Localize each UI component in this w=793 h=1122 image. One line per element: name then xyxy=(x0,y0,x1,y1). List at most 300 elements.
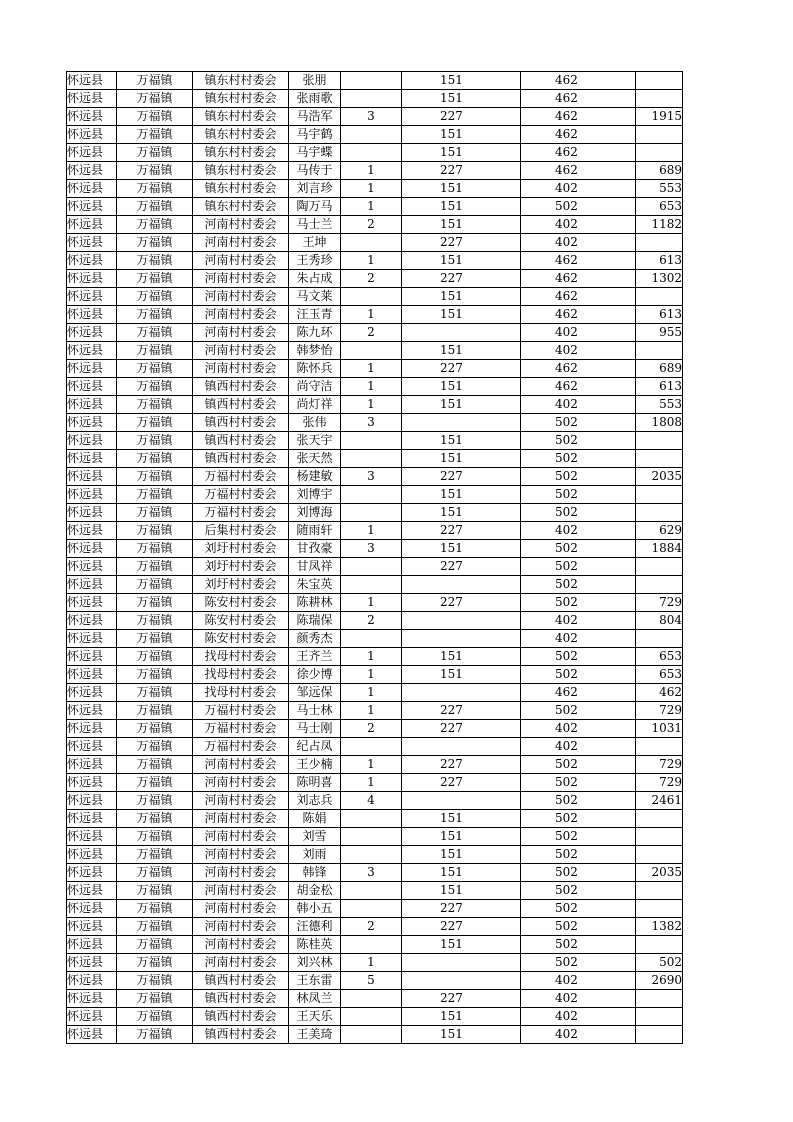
household-count-cell xyxy=(341,846,402,864)
household-count-cell xyxy=(341,486,402,504)
town-cell: 万福镇 xyxy=(117,846,193,864)
person-name-cell: 陈怀兵 xyxy=(289,360,341,378)
amount-b-cell: 402 xyxy=(521,990,636,1008)
person-name-cell: 随雨轩 xyxy=(289,522,341,540)
household-count-cell: 3 xyxy=(341,108,402,126)
county-cell: 怀远县 xyxy=(67,108,117,126)
amount-b-cell: 462 xyxy=(521,378,636,396)
amount-b-cell: 502 xyxy=(521,468,636,486)
table-row xyxy=(67,108,683,126)
household-count-cell: 4 xyxy=(341,792,402,810)
village-committee-cell: 陈安村村委会 xyxy=(193,612,289,630)
person-name-cell: 张伟 xyxy=(289,414,341,432)
person-name-cell: 汪德利 xyxy=(289,918,341,936)
amount-a-cell: 151 xyxy=(402,306,521,324)
total-amount-cell xyxy=(636,936,683,954)
table-row xyxy=(67,1008,683,1026)
village-committee-cell: 河南村村委会 xyxy=(193,792,289,810)
table-row xyxy=(67,936,683,954)
amount-a-cell xyxy=(402,684,521,702)
village-committee-cell: 镇东村村委会 xyxy=(193,108,289,126)
town-cell: 万福镇 xyxy=(117,414,193,432)
amount-b-cell: 462 xyxy=(521,360,636,378)
person-name-cell: 甘孜豪 xyxy=(289,540,341,558)
person-name-cell: 马宇蝶 xyxy=(289,144,341,162)
amount-a-cell xyxy=(402,972,521,990)
total-amount-cell: 729 xyxy=(636,774,683,792)
table-row xyxy=(67,306,683,324)
county-cell: 怀远县 xyxy=(67,90,117,108)
village-committee-cell: 河南村村委会 xyxy=(193,918,289,936)
household-count-cell xyxy=(341,990,402,1008)
county-cell: 怀远县 xyxy=(67,432,117,450)
town-cell: 万福镇 xyxy=(117,378,193,396)
county-cell: 怀远县 xyxy=(67,486,117,504)
amount-a-cell: 151 xyxy=(402,936,521,954)
town-cell: 万福镇 xyxy=(117,756,193,774)
county-cell: 怀远县 xyxy=(67,360,117,378)
town-cell: 万福镇 xyxy=(117,954,193,972)
household-count-cell xyxy=(341,450,402,468)
village-committee-cell: 镇西村村委会 xyxy=(193,1008,289,1026)
household-count-cell xyxy=(341,234,402,252)
person-name-cell: 朱宝英 xyxy=(289,576,341,594)
town-cell: 万福镇 xyxy=(117,900,193,918)
amount-a-cell: 151 xyxy=(402,396,521,414)
person-name-cell: 纪占凤 xyxy=(289,738,341,756)
amount-b-cell: 462 xyxy=(521,108,636,126)
table-row xyxy=(67,594,683,612)
amount-a-cell: 151 xyxy=(402,180,521,198)
amount-a-cell: 151 xyxy=(402,810,521,828)
county-cell: 怀远县 xyxy=(67,792,117,810)
household-count-cell xyxy=(341,576,402,594)
table-row xyxy=(67,882,683,900)
person-name-cell: 陶万马 xyxy=(289,198,341,216)
amount-a-cell: 151 xyxy=(402,1008,521,1026)
amount-b-cell: 462 xyxy=(521,684,636,702)
village-committee-cell: 刘圩村村委会 xyxy=(193,540,289,558)
table-row xyxy=(67,396,683,414)
town-cell: 万福镇 xyxy=(117,882,193,900)
town-cell: 万福镇 xyxy=(117,216,193,234)
county-cell: 怀远县 xyxy=(67,198,117,216)
village-committee-cell: 万福村村委会 xyxy=(193,720,289,738)
village-committee-cell: 刘圩村村委会 xyxy=(193,558,289,576)
county-cell: 怀远县 xyxy=(67,882,117,900)
amount-b-cell: 402 xyxy=(521,630,636,648)
person-name-cell: 刘雨 xyxy=(289,846,341,864)
village-committee-cell: 河南村村委会 xyxy=(193,360,289,378)
table-row xyxy=(67,198,683,216)
amount-a-cell: 227 xyxy=(402,468,521,486)
amount-a-cell: 151 xyxy=(402,864,521,882)
total-amount-cell: 955 xyxy=(636,324,683,342)
county-cell: 怀远县 xyxy=(67,414,117,432)
household-count-cell: 1 xyxy=(341,198,402,216)
amount-a-cell: 151 xyxy=(402,72,521,90)
household-count-cell: 1 xyxy=(341,360,402,378)
amount-a-cell: 151 xyxy=(402,198,521,216)
person-name-cell: 颜秀杰 xyxy=(289,630,341,648)
town-cell: 万福镇 xyxy=(117,468,193,486)
county-cell: 怀远县 xyxy=(67,648,117,666)
person-name-cell: 陈桂英 xyxy=(289,936,341,954)
table-row xyxy=(67,900,683,918)
village-committee-cell: 万福村村委会 xyxy=(193,486,289,504)
village-committee-cell: 河南村村委会 xyxy=(193,774,289,792)
person-name-cell: 马传于 xyxy=(289,162,341,180)
county-cell: 怀远县 xyxy=(67,594,117,612)
amount-b-cell: 502 xyxy=(521,558,636,576)
county-cell: 怀远县 xyxy=(67,162,117,180)
town-cell: 万福镇 xyxy=(117,522,193,540)
person-name-cell: 刘兴林 xyxy=(289,954,341,972)
person-name-cell: 马士林 xyxy=(289,702,341,720)
person-name-cell: 马士兰 xyxy=(289,216,341,234)
town-cell: 万福镇 xyxy=(117,702,193,720)
town-cell: 万福镇 xyxy=(117,324,193,342)
village-committee-cell: 镇西村村委会 xyxy=(193,396,289,414)
amount-a-cell: 151 xyxy=(402,450,521,468)
household-count-cell: 1 xyxy=(341,684,402,702)
village-committee-cell: 陈安村村委会 xyxy=(193,630,289,648)
amount-b-cell: 502 xyxy=(521,486,636,504)
village-committee-cell: 镇东村村委会 xyxy=(193,126,289,144)
total-amount-cell: 729 xyxy=(636,756,683,774)
table-row xyxy=(67,540,683,558)
total-amount-cell xyxy=(636,288,683,306)
town-cell: 万福镇 xyxy=(117,504,193,522)
amount-b-cell: 462 xyxy=(521,252,636,270)
total-amount-cell xyxy=(636,90,683,108)
person-name-cell: 陈明喜 xyxy=(289,774,341,792)
total-amount-cell: 2035 xyxy=(636,468,683,486)
person-name-cell: 韩梦怡 xyxy=(289,342,341,360)
amount-b-cell: 502 xyxy=(521,414,636,432)
total-amount-cell xyxy=(636,558,683,576)
total-amount-cell xyxy=(636,990,683,1008)
county-cell: 怀远县 xyxy=(67,468,117,486)
table-row xyxy=(67,216,683,234)
amount-b-cell: 502 xyxy=(521,450,636,468)
village-committee-cell: 镇西村村委会 xyxy=(193,450,289,468)
amount-b-cell: 502 xyxy=(521,756,636,774)
total-amount-cell xyxy=(636,900,683,918)
amount-a-cell: 151 xyxy=(402,378,521,396)
person-name-cell: 马士刚 xyxy=(289,720,341,738)
table-row xyxy=(67,702,683,720)
household-count-cell xyxy=(341,900,402,918)
amount-a-cell: 151 xyxy=(402,648,521,666)
household-count-cell: 2 xyxy=(341,720,402,738)
person-name-cell: 王天乐 xyxy=(289,1008,341,1026)
amount-b-cell: 502 xyxy=(521,198,636,216)
amount-b-cell: 502 xyxy=(521,594,636,612)
town-cell: 万福镇 xyxy=(117,144,193,162)
county-cell: 怀远县 xyxy=(67,252,117,270)
village-committee-cell: 河南村村委会 xyxy=(193,756,289,774)
total-amount-cell: 553 xyxy=(636,180,683,198)
amount-a-cell: 227 xyxy=(402,270,521,288)
amount-a-cell: 227 xyxy=(402,594,521,612)
amount-b-cell: 462 xyxy=(521,72,636,90)
town-cell: 万福镇 xyxy=(117,306,193,324)
total-amount-cell: 2690 xyxy=(636,972,683,990)
amount-a-cell xyxy=(402,414,521,432)
total-amount-cell: 2461 xyxy=(636,792,683,810)
total-amount-cell xyxy=(636,1008,683,1026)
total-amount-cell xyxy=(636,432,683,450)
total-amount-cell xyxy=(636,576,683,594)
household-count-cell: 1 xyxy=(341,378,402,396)
village-committee-cell: 万福村村委会 xyxy=(193,738,289,756)
village-committee-cell: 河南村村委会 xyxy=(193,864,289,882)
village-committee-cell: 找母村村委会 xyxy=(193,666,289,684)
table-row xyxy=(67,72,683,90)
village-committee-cell: 镇东村村委会 xyxy=(193,198,289,216)
county-cell: 怀远县 xyxy=(67,270,117,288)
person-name-cell: 胡金松 xyxy=(289,882,341,900)
town-cell: 万福镇 xyxy=(117,90,193,108)
county-cell: 怀远县 xyxy=(67,1008,117,1026)
table-body xyxy=(67,72,683,1044)
village-committee-cell: 刘圩村村委会 xyxy=(193,576,289,594)
amount-a-cell: 227 xyxy=(402,162,521,180)
amount-b-cell: 462 xyxy=(521,162,636,180)
table-row xyxy=(67,864,683,882)
person-name-cell: 刘志兵 xyxy=(289,792,341,810)
town-cell: 万福镇 xyxy=(117,666,193,684)
total-amount-cell: 1182 xyxy=(636,216,683,234)
person-name-cell: 汪玉青 xyxy=(289,306,341,324)
town-cell: 万福镇 xyxy=(117,990,193,1008)
town-cell: 万福镇 xyxy=(117,828,193,846)
amount-a-cell xyxy=(402,792,521,810)
amount-b-cell: 402 xyxy=(521,216,636,234)
village-committee-cell: 万福村村委会 xyxy=(193,468,289,486)
household-count-cell: 1 xyxy=(341,756,402,774)
person-name-cell: 王东雷 xyxy=(289,972,341,990)
village-committee-cell: 河南村村委会 xyxy=(193,270,289,288)
amount-b-cell: 462 xyxy=(521,144,636,162)
town-cell: 万福镇 xyxy=(117,558,193,576)
household-count-cell: 3 xyxy=(341,864,402,882)
household-count-cell: 1 xyxy=(341,252,402,270)
household-count-cell xyxy=(341,144,402,162)
total-amount-cell: 653 xyxy=(636,198,683,216)
village-committee-cell: 河南村村委会 xyxy=(193,828,289,846)
table-row xyxy=(67,378,683,396)
table-row xyxy=(67,234,683,252)
amount-b-cell: 502 xyxy=(521,792,636,810)
person-name-cell: 马文莱 xyxy=(289,288,341,306)
household-count-cell: 3 xyxy=(341,414,402,432)
person-name-cell: 甘凤祥 xyxy=(289,558,341,576)
data-table xyxy=(66,71,683,1044)
household-count-cell: 1 xyxy=(341,522,402,540)
amount-b-cell: 502 xyxy=(521,954,636,972)
household-count-cell: 1 xyxy=(341,594,402,612)
town-cell: 万福镇 xyxy=(117,486,193,504)
total-amount-cell xyxy=(636,630,683,648)
amount-a-cell: 227 xyxy=(402,900,521,918)
county-cell: 怀远县 xyxy=(67,144,117,162)
table-row xyxy=(67,918,683,936)
county-cell: 怀远县 xyxy=(67,378,117,396)
county-cell: 怀远县 xyxy=(67,936,117,954)
amount-b-cell: 502 xyxy=(521,702,636,720)
town-cell: 万福镇 xyxy=(117,198,193,216)
town-cell: 万福镇 xyxy=(117,234,193,252)
total-amount-cell: 553 xyxy=(636,396,683,414)
person-name-cell: 韩小五 xyxy=(289,900,341,918)
county-cell: 怀远县 xyxy=(67,1026,117,1044)
county-cell: 怀远县 xyxy=(67,918,117,936)
table-row xyxy=(67,648,683,666)
amount-b-cell: 502 xyxy=(521,918,636,936)
amount-a-cell: 151 xyxy=(402,342,521,360)
amount-b-cell: 402 xyxy=(521,342,636,360)
table-row xyxy=(67,792,683,810)
village-committee-cell: 镇东村村委会 xyxy=(193,144,289,162)
amount-a-cell: 151 xyxy=(402,882,521,900)
total-amount-cell xyxy=(636,1026,683,1044)
town-cell: 万福镇 xyxy=(117,864,193,882)
table-row xyxy=(67,324,683,342)
county-cell: 怀远县 xyxy=(67,756,117,774)
amount-a-cell: 151 xyxy=(402,126,521,144)
town-cell: 万福镇 xyxy=(117,972,193,990)
village-committee-cell: 镇西村村委会 xyxy=(193,990,289,1008)
village-committee-cell: 河南村村委会 xyxy=(193,306,289,324)
amount-b-cell: 502 xyxy=(521,432,636,450)
total-amount-cell: 729 xyxy=(636,594,683,612)
county-cell: 怀远县 xyxy=(67,288,117,306)
person-name-cell: 刘博宇 xyxy=(289,486,341,504)
town-cell: 万福镇 xyxy=(117,918,193,936)
total-amount-cell: 804 xyxy=(636,612,683,630)
person-name-cell: 王美琦 xyxy=(289,1026,341,1044)
table-row xyxy=(67,990,683,1008)
amount-a-cell: 151 xyxy=(402,216,521,234)
table-row xyxy=(67,846,683,864)
table-row xyxy=(67,468,683,486)
amount-a-cell: 227 xyxy=(402,720,521,738)
table-row xyxy=(67,90,683,108)
village-committee-cell: 河南村村委会 xyxy=(193,954,289,972)
total-amount-cell xyxy=(636,810,683,828)
county-cell: 怀远县 xyxy=(67,810,117,828)
county-cell: 怀远县 xyxy=(67,234,117,252)
household-count-cell: 1 xyxy=(341,774,402,792)
village-committee-cell: 镇西村村委会 xyxy=(193,432,289,450)
total-amount-cell: 629 xyxy=(636,522,683,540)
table-row xyxy=(67,414,683,432)
village-committee-cell: 河南村村委会 xyxy=(193,900,289,918)
amount-a-cell: 227 xyxy=(402,756,521,774)
amount-a-cell: 227 xyxy=(402,234,521,252)
table-row xyxy=(67,612,683,630)
table-row xyxy=(67,126,683,144)
household-count-cell xyxy=(341,810,402,828)
table-row xyxy=(67,144,683,162)
person-name-cell: 陈耕林 xyxy=(289,594,341,612)
table-row xyxy=(67,252,683,270)
village-committee-cell: 河南村村委会 xyxy=(193,810,289,828)
table-row xyxy=(67,666,683,684)
amount-a-cell: 151 xyxy=(402,1026,521,1044)
amount-b-cell: 502 xyxy=(521,864,636,882)
county-cell: 怀远县 xyxy=(67,954,117,972)
village-committee-cell: 找母村村委会 xyxy=(193,684,289,702)
person-name-cell: 王坤 xyxy=(289,234,341,252)
total-amount-cell xyxy=(636,738,683,756)
town-cell: 万福镇 xyxy=(117,162,193,180)
county-cell: 怀远县 xyxy=(67,990,117,1008)
table-row xyxy=(67,558,683,576)
town-cell: 万福镇 xyxy=(117,648,193,666)
person-name-cell: 张朋 xyxy=(289,72,341,90)
county-cell: 怀远县 xyxy=(67,540,117,558)
county-cell: 怀远县 xyxy=(67,738,117,756)
table-row xyxy=(67,810,683,828)
person-name-cell: 朱占成 xyxy=(289,270,341,288)
village-committee-cell: 万福村村委会 xyxy=(193,702,289,720)
town-cell: 万福镇 xyxy=(117,630,193,648)
amount-a-cell: 151 xyxy=(402,144,521,162)
household-count-cell: 3 xyxy=(341,468,402,486)
total-amount-cell: 613 xyxy=(636,306,683,324)
county-cell: 怀远县 xyxy=(67,846,117,864)
household-count-cell xyxy=(341,126,402,144)
table-row xyxy=(67,504,683,522)
amount-b-cell: 502 xyxy=(521,504,636,522)
village-committee-cell: 找母村村委会 xyxy=(193,648,289,666)
amount-b-cell: 402 xyxy=(521,1008,636,1026)
county-cell: 怀远县 xyxy=(67,72,117,90)
town-cell: 万福镇 xyxy=(117,180,193,198)
household-count-cell: 1 xyxy=(341,162,402,180)
household-count-cell xyxy=(341,90,402,108)
amount-a-cell: 227 xyxy=(402,558,521,576)
town-cell: 万福镇 xyxy=(117,810,193,828)
amount-b-cell: 502 xyxy=(521,648,636,666)
person-name-cell: 尚灯祥 xyxy=(289,396,341,414)
total-amount-cell: 1031 xyxy=(636,720,683,738)
county-cell: 怀远县 xyxy=(67,558,117,576)
total-amount-cell: 1382 xyxy=(636,918,683,936)
town-cell: 万福镇 xyxy=(117,270,193,288)
household-count-cell: 1 xyxy=(341,180,402,198)
county-cell: 怀远县 xyxy=(67,972,117,990)
table-row xyxy=(67,432,683,450)
town-cell: 万福镇 xyxy=(117,450,193,468)
total-amount-cell xyxy=(636,450,683,468)
county-cell: 怀远县 xyxy=(67,216,117,234)
total-amount-cell: 653 xyxy=(636,648,683,666)
village-committee-cell: 镇东村村委会 xyxy=(193,180,289,198)
amount-a-cell xyxy=(402,612,521,630)
total-amount-cell: 613 xyxy=(636,252,683,270)
amount-a-cell: 151 xyxy=(402,288,521,306)
total-amount-cell xyxy=(636,504,683,522)
amount-a-cell xyxy=(402,954,521,972)
amount-b-cell: 502 xyxy=(521,828,636,846)
table-row xyxy=(67,630,683,648)
total-amount-cell: 1884 xyxy=(636,540,683,558)
county-cell: 怀远县 xyxy=(67,666,117,684)
